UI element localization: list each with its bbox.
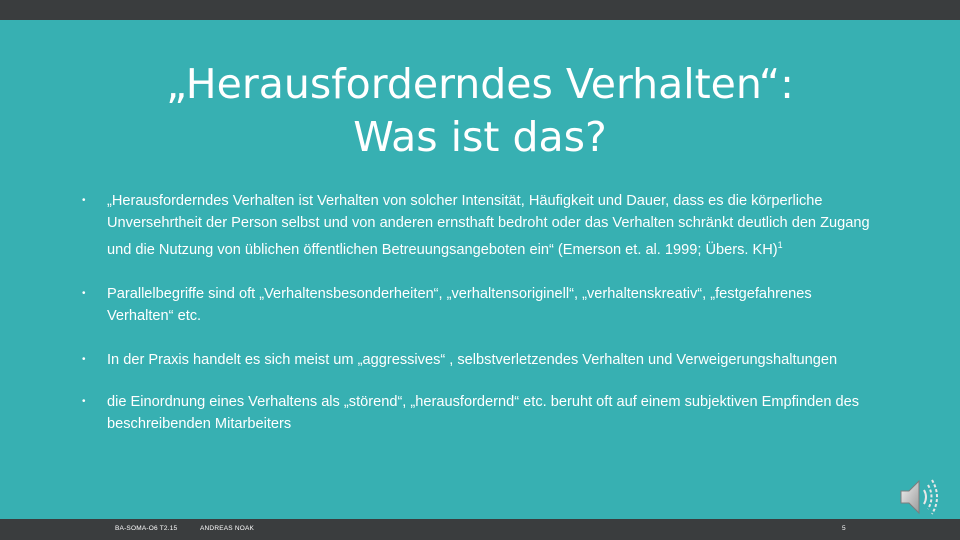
bullet-item [82,391,872,435]
bullet-dot: • [82,287,86,299]
footnote-marker: 1 [777,240,783,250]
speaker-icon[interactable] [895,472,945,522]
bullet-dot: • [82,353,86,365]
bullet-text: Parallelbegriffe sind oft „Verhaltensbesonderheiten“, „verhaltensoriginell“, „verhaltenskreativ“, „festgefahrenes Verhalten“ etc. [107,285,812,324]
bullet-text: In der Praxis handelt es sich meist um „aggressives“ , selbstverletzendes Verhalten und Verweigerungshaltungen [107,351,838,368]
bullet-dot: • [82,195,86,206]
bullet-item [82,190,872,261]
bullet-text: die Einordnung eines Verhaltens als „störend“, „herausfordernd“ etc. beruht oft auf einem subjektiven Empfinden des beschreibenden Mitarbeiters [107,393,860,432]
top-bar [0,0,960,20]
bullet-item [82,283,872,327]
bullet-text: „Herausforderndes Verhalten ist Verhalten von solcher Intensität, Häufigkeit und Dauer, dass es die körperliche Unversehrtheit der Person selbst und von anderen ernsthaft bedroht oder das Verhalten schränkt deutlich den Zugang und die Nutzung von üblichen öffentlichen Betreuungsangeboten ein“ (Emerson et. al. 1999; Übers. KH) [107,193,870,258]
slide-title-line-1: „Herausforderndes Verhalten“: [166,60,794,108]
bullet-item [82,349,872,371]
bullet-list [82,190,872,435]
footer-course: BA-SOMA-O6 T2.15 [115,525,178,532]
bullet-dot: • [82,395,86,407]
footer-page-number: 5 [842,525,846,532]
slide-title-line-2: Was ist das? [353,113,607,161]
slide-title [0,58,960,164]
footer-author: ANDREAS NOAK [200,525,255,532]
